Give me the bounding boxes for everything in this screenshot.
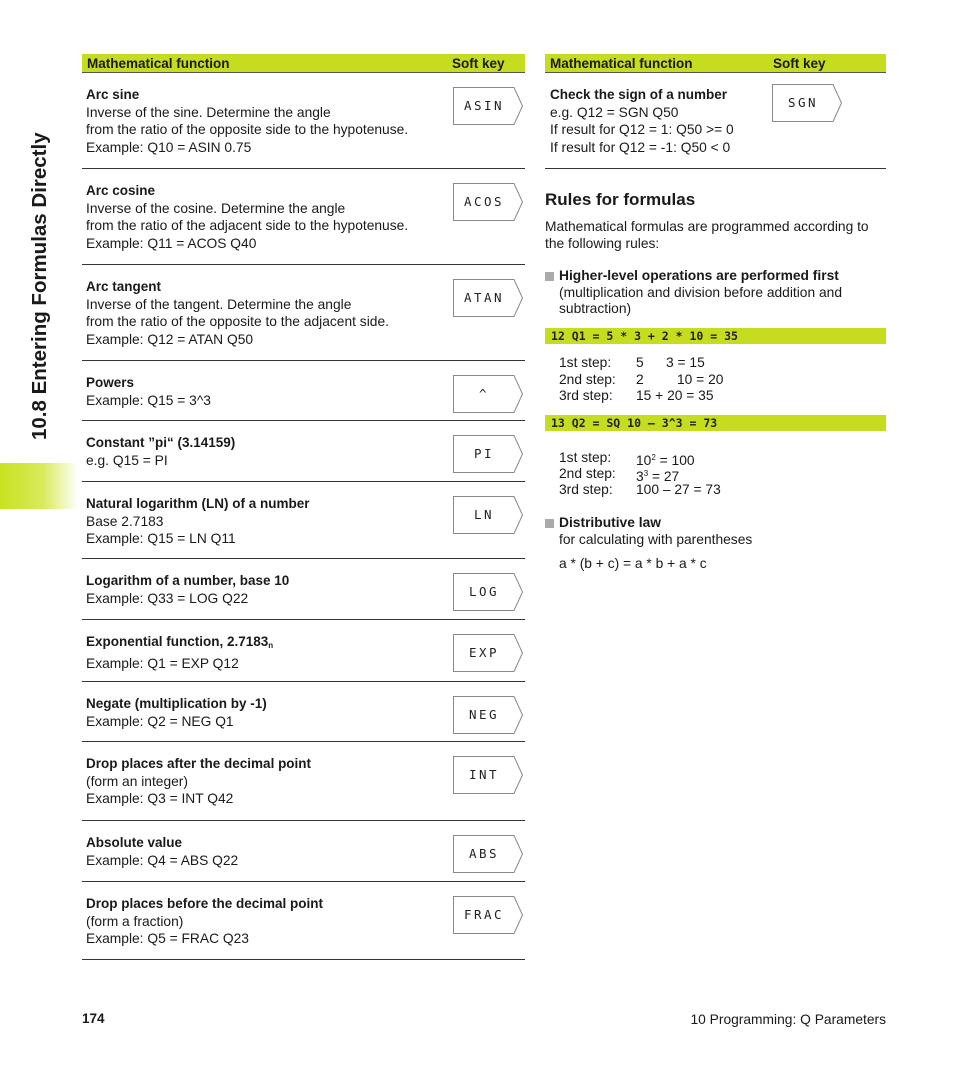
softkey-label: ^ xyxy=(478,386,490,401)
softkey-exp[interactable] xyxy=(453,634,523,672)
softkey-label: NEG xyxy=(468,707,500,722)
bullet-line: (multiplication and division before addition and xyxy=(559,284,843,300)
softkey-label: SGN xyxy=(787,95,819,110)
softkey-label: LN xyxy=(473,507,495,522)
step-value: 2 xyxy=(636,372,644,387)
row-text xyxy=(86,278,389,348)
row-text xyxy=(86,374,211,409)
row-title: Arc tangent xyxy=(86,279,162,294)
row-title: Drop places before the decimal point xyxy=(86,896,324,911)
softkey-power[interactable] xyxy=(453,375,523,413)
page-number: 174 xyxy=(82,1011,105,1026)
step-value: $3^3 = 27$ xyxy=(636,469,680,484)
row-title: Absolute value xyxy=(86,835,183,850)
intro-line: the following rules: xyxy=(545,235,660,251)
step-value: 15 + 20 = 35 xyxy=(636,388,714,403)
right-table-header xyxy=(545,54,886,73)
step-label: 1st step: xyxy=(559,355,612,370)
bullet-line: for calculating with parentheses xyxy=(559,531,753,547)
row-title: Natural logarithm (LN) of a number xyxy=(86,496,310,511)
row-line: Inverse of the sine. Determine the angle xyxy=(86,104,331,120)
header-softkey: Soft key xyxy=(773,56,826,71)
row-text xyxy=(86,695,267,730)
table-row-exp xyxy=(82,620,525,682)
table-row-log xyxy=(82,559,525,620)
row-text xyxy=(86,895,323,948)
table-row-neg xyxy=(82,682,525,742)
row-text xyxy=(86,572,289,607)
softkey-label: INT xyxy=(468,767,500,782)
row-line: Example: Q4 = ABS Q22 xyxy=(86,852,239,868)
header-softkey: Soft key xyxy=(452,56,505,71)
table-row-frac xyxy=(82,882,525,960)
row-line: (form a fraction) xyxy=(86,913,184,929)
row-line: Inverse of the cosine. Determine the angle xyxy=(86,200,346,216)
row-text xyxy=(86,86,408,156)
row-line: Example: Q12 = ATAN Q50 xyxy=(86,331,254,347)
row-title: Arc cosine xyxy=(86,183,156,198)
row-line: If result for Q12 = -1: Q50 < 0 xyxy=(550,139,731,155)
chapter-side-title xyxy=(28,0,56,460)
softkey-sgn[interactable] xyxy=(772,84,842,122)
step-value: 3 = 15 xyxy=(666,355,705,370)
softkey-label: EXP xyxy=(468,645,500,660)
row-text xyxy=(86,834,238,869)
chapter-tab-marker xyxy=(0,463,78,509)
row-title: Logarithm of a number, base 10 xyxy=(86,573,290,588)
row-line: Example: Q2 = NEG Q1 xyxy=(86,713,234,729)
softkey-log[interactable] xyxy=(453,573,523,611)
softkey-label: LOG xyxy=(468,584,500,599)
table-row-acos xyxy=(82,169,525,265)
table-row-atan xyxy=(82,265,525,361)
step-value: 5 xyxy=(636,355,644,370)
table-row-sgn xyxy=(545,73,886,169)
step-value: 10 = 20 xyxy=(677,372,724,387)
step-label: 3rd step: xyxy=(559,482,613,497)
table-row-abs xyxy=(82,821,525,882)
bullet-precedence xyxy=(559,268,842,318)
softkey-label: ACOS xyxy=(463,194,505,209)
row-line: from the ratio of the adjacent side to the hypotenuse. xyxy=(86,218,409,233)
row-line: Inverse of the tangent. Determine the angle xyxy=(86,296,352,312)
row-title: Drop places after the decimal point xyxy=(86,756,312,771)
row-line: from the ratio of the opposite side to the hypotenuse. xyxy=(86,122,409,137)
row-text xyxy=(86,495,310,548)
row-line: Example: Q11 = ACOS Q40 xyxy=(86,235,257,251)
row-line: Example: Q15 = 3^3 xyxy=(86,392,211,408)
softkey-neg[interactable] xyxy=(453,696,523,734)
bullet-distributive xyxy=(559,515,752,548)
row-line: (form an integer) xyxy=(86,773,188,789)
chapter-footer: 10 Programming: Q Parameters xyxy=(690,1012,886,1027)
code-example-2: 13 Q2 = SQ 10 – 3^3 = 73 xyxy=(545,415,886,431)
bullet-line: subtraction) xyxy=(559,301,632,316)
table-row-pi xyxy=(82,421,525,482)
softkey-pi[interactable] xyxy=(453,435,523,473)
code-example-1: 12 Q1 = 5 * 3 + 2 * 10 = 35 xyxy=(545,328,886,344)
rules-intro xyxy=(545,219,869,252)
step-label: 2nd step: xyxy=(559,372,616,387)
row-line: e.g. Q15 = PI xyxy=(86,452,168,468)
bullet-title: Distributive law xyxy=(559,515,661,530)
row-line: Base 2.7183 xyxy=(86,513,164,529)
softkey-frac[interactable] xyxy=(453,896,523,934)
row-text xyxy=(86,633,273,672)
row-title: Powers xyxy=(86,375,135,390)
step-value: 100 – 27 = 73 xyxy=(636,482,721,497)
left-table-header xyxy=(82,54,525,73)
row-line: Example: Q1 = EXP Q12 xyxy=(86,655,239,671)
row-line: e.g. Q12 = SGN Q50 xyxy=(550,104,679,120)
row-title: Constant ”pi“ (3.14159) xyxy=(86,435,236,450)
row-line: from the ratio of the opposite to the adjacent side. xyxy=(86,314,389,329)
row-text xyxy=(550,86,734,156)
step-label: 3rd step: xyxy=(559,388,613,403)
softkey-abs[interactable] xyxy=(453,835,523,873)
table-row-asin xyxy=(82,73,525,169)
row-title: Check the sign of a number xyxy=(550,87,728,102)
row-line: Example: Q15 = LN Q11 xyxy=(86,531,236,546)
bullet-title: Higher-level operations are performed first xyxy=(559,268,839,283)
row-text xyxy=(86,182,408,252)
softkey-label: ABS xyxy=(468,846,500,861)
softkey-label: ASIN xyxy=(463,98,505,113)
table-row-int xyxy=(82,742,525,821)
distributive-formula: a * (b + c) = a * b + a * c xyxy=(559,556,707,571)
row-line: Example: Q5 = FRAC Q23 xyxy=(86,931,249,946)
step-label: 1st step: xyxy=(559,450,612,465)
row-line: Example: Q3 = INT Q42 xyxy=(86,791,234,806)
row-text xyxy=(86,755,311,808)
row-line: Example: Q33 = LOG Q22 xyxy=(86,590,249,606)
softkey-asin[interactable] xyxy=(453,87,523,125)
bullet-square-icon xyxy=(545,272,554,281)
rules-heading: Rules for formulas xyxy=(545,190,696,209)
table-row-ln xyxy=(82,482,525,559)
row-line: Example: Q10 = ASIN 0.75 xyxy=(86,139,252,155)
softkey-ln[interactable] xyxy=(453,496,523,534)
row-title: Arc sine xyxy=(86,87,140,102)
softkey-label: PI xyxy=(473,446,495,461)
side-title-text: 10.8 Entering Formulas Directly xyxy=(28,132,51,440)
row-title: Exponential function, $2.7183_n$ xyxy=(86,634,274,650)
intro-line: Mathematical formulas are programmed according to xyxy=(545,219,869,234)
header-function: Mathematical function xyxy=(87,56,230,71)
row-title: Negate (multiplication by -1) xyxy=(86,696,267,711)
softkey-acos[interactable] xyxy=(453,183,523,221)
row-line: If result for Q12 = 1: Q50 >= 0 xyxy=(550,122,734,137)
softkey-label: ATAN xyxy=(463,290,505,305)
step-value: $10^2 = 100$ xyxy=(636,453,695,468)
softkey-atan[interactable] xyxy=(453,279,523,317)
header-function: Mathematical function xyxy=(550,56,693,71)
table-row-power xyxy=(82,361,525,421)
step-label: 2nd step: xyxy=(559,466,616,481)
softkey-label: FRAC xyxy=(463,907,505,922)
bullet-square-icon xyxy=(545,519,554,528)
row-text xyxy=(86,434,235,469)
softkey-int[interactable] xyxy=(453,756,523,794)
